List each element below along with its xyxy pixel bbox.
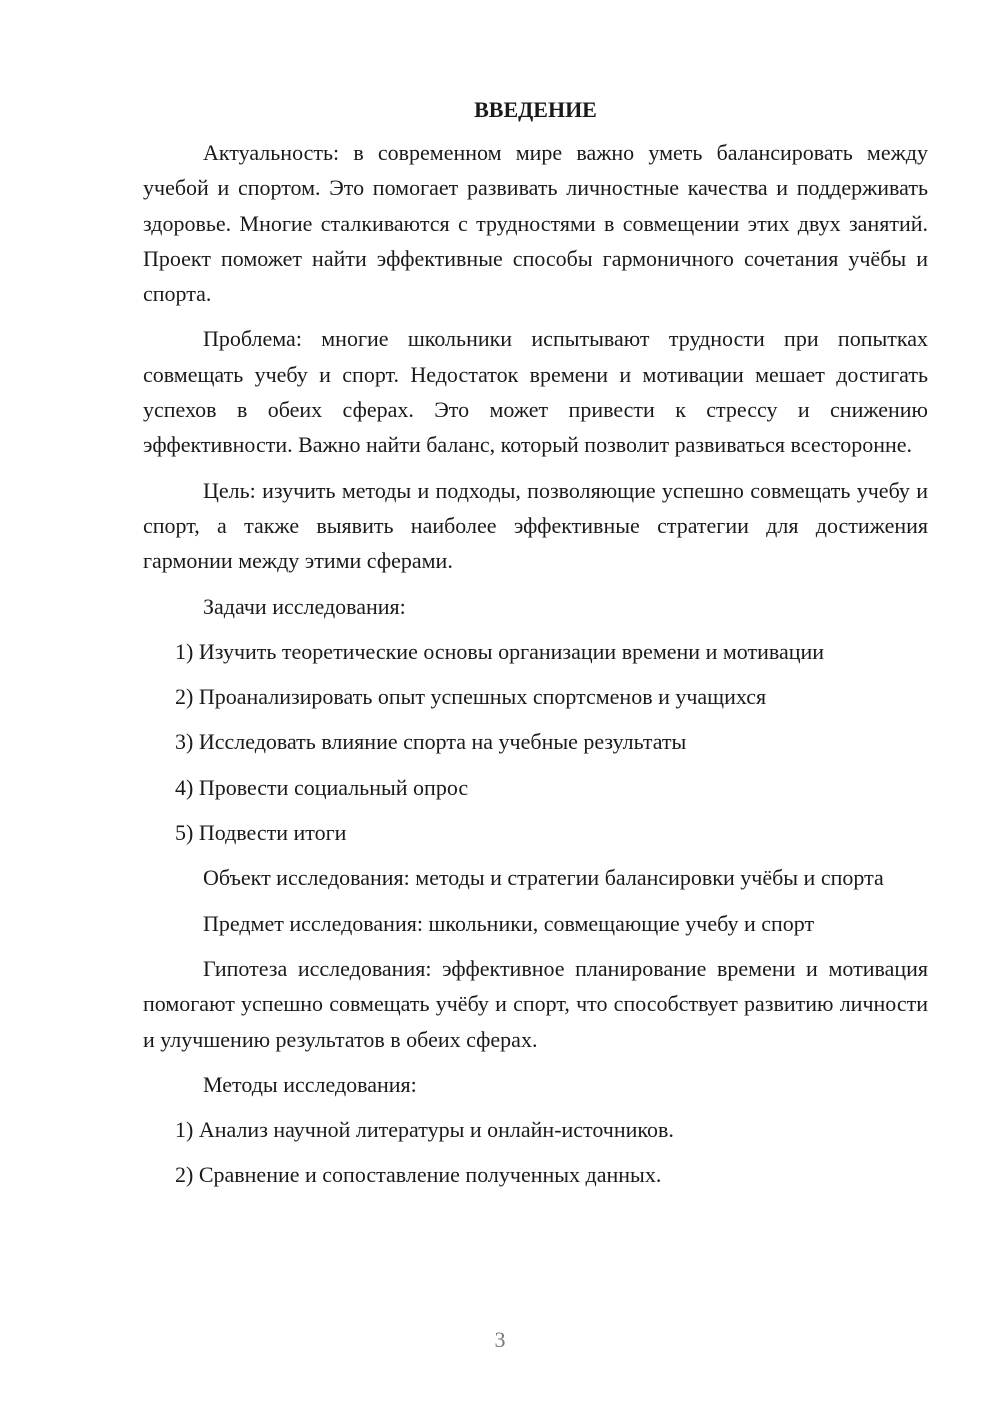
document-body: [143, 92, 928, 1203]
page-number: 3: [494, 1327, 506, 1352]
task-item-3: 3) Исследовать влияние спорта на учебные результаты: [175, 729, 687, 755]
tasks-heading: Задачи исследования:: [203, 593, 406, 619]
method-item-1: 1) Анализ научной литературы и онлайн-источников.: [175, 1117, 674, 1143]
object-paragraph: Объект исследования: методы и стратегии балансировки учёбы и спорта: [203, 865, 884, 891]
task-item-1: 1) Изучить теоретические основы организации времени и мотивации: [175, 638, 825, 664]
task-item-5: 5) Подвести итоги: [175, 820, 347, 846]
section-title: ВВЕДЕНИЕ: [474, 97, 597, 122]
methods-heading: Методы исследования:: [203, 1071, 417, 1097]
problem-paragraph: Проблема: многие школьники испытывают трудности при попытках совмещать учебу и спорт. Недостаток времени и мотивации мешает достигать успехов в обеих сферах. Это может привести к стрессу и снижению эффективности. Важно найти баланс, который позволит развиваться всесторонне.: [143, 326, 928, 458]
relevance-paragraph: Актуальность: в современном мире важно уметь балансировать между учебой и спортом. Это помогает развивать личностные качества и поддерживать здоровье. Многие сталкиваются с трудностями в совмещении этих двух занятий. Проект поможет найти эффективные способы гармоничного сочетания учёбы и спорта.: [143, 140, 928, 307]
hypothesis-paragraph: Гипотеза исследования: эффективное планирование времени и мотивация помогают успешно совмещать учёбу и спорт, что способствует развитию личности и улучшению результатов в обеих сферах.: [143, 955, 928, 1052]
subject-paragraph: Предмет исследования: школьники, совмещающие учебу и спорт: [203, 910, 815, 936]
task-item-4: 4) Провести социальный опрос: [175, 774, 469, 800]
goal-paragraph: Цель: изучить методы и подходы, позволяющие успешно совмещать учебу и спорт, а также выявить наиболее эффективные стратегии для достижения гармонии между этими сферами.: [143, 477, 928, 574]
task-item-2: 2) Проанализировать опыт успешных спортсменов и учащихся: [175, 684, 767, 710]
method-item-2: 2) Сравнение и сопоставление полученных данных.: [175, 1162, 662, 1188]
